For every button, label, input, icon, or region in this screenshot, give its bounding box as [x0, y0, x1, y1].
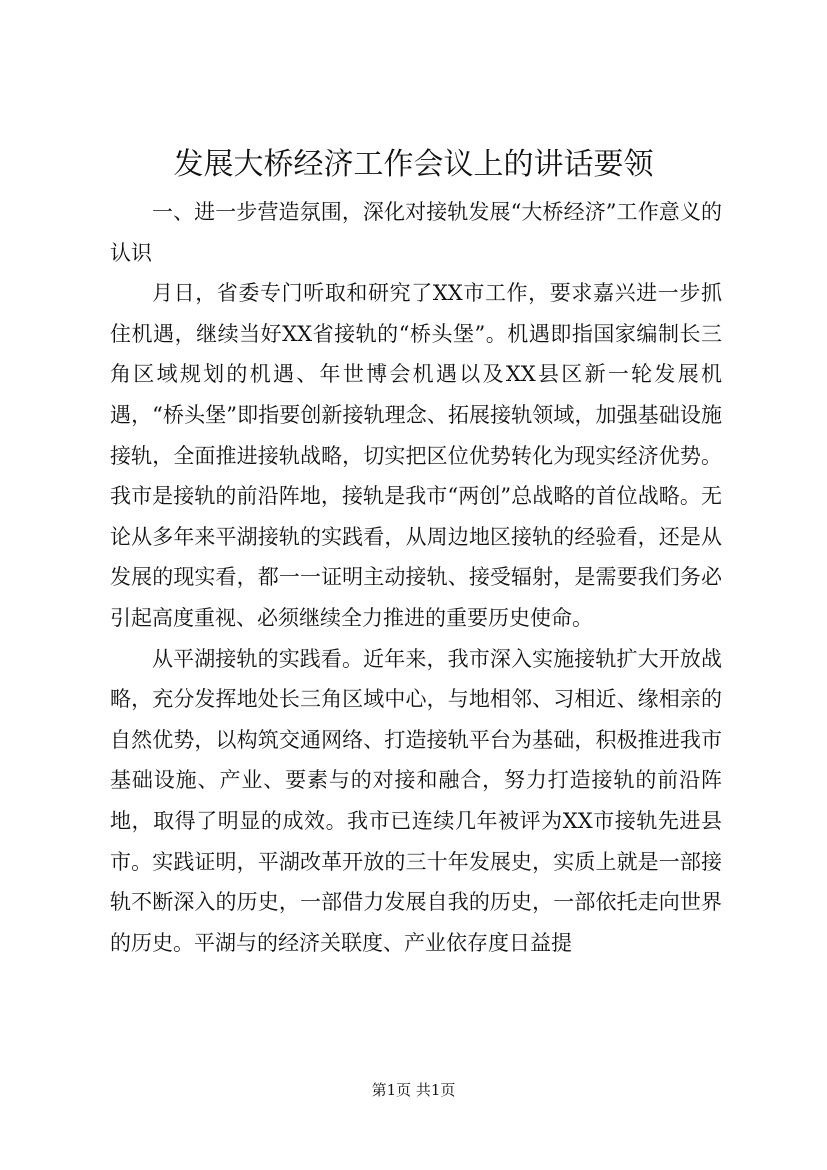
- body-paragraph: 从平湖接轨的实践看。近年来，我市深入实施接轨扩大开放战略，充分发挥地处长三角区域中心，与地相邻、习相近、缘相亲的自然优势，以构筑交通网络、打造接轨平台为基础，积极推进我市基础设施、产业、要素与的对接和融合，努力打造接轨的前沿阵地，取得了明显的成效。我市已连续几年被评为XX市接轨先进县市。实践证明，平湖改革开放的三十年发展史，实质上就是一部接轨不断深入的历史，一部借力发展自我的历史，一部依托走向世界的历史。平湖与的经济关联度、产业依存度日益提: [110, 646, 722, 955]
- section-heading: 一、进一步营造氛围，深化对接轨发展“大桥经济”工作意义的认识: [110, 200, 722, 265]
- document-body: [110, 192, 722, 963]
- document-title: 发展大桥经济工作会议上的讲话要领: [173, 147, 654, 182]
- body-paragraph: 月日，省委专门听取和研究了XX市工作，要求嘉兴进一步抓住机遇，继续当好XX省接轨的“桥头堡”。机遇即指国家编制长三角区域规划的机遇、年世博会机遇以及XX县区新一轮发展机遇，“桥头堡”即指要创新接轨理念、拓展接轨领域，加强基础设施接轨，全面推进接轨战略，切实把区位优势转化为现实经济优势。我市是接轨的前沿阵地，接轨是我市“两创”总战略的首位战略。无论从多年来平湖接轨的实践看，从周边地区接轨的经验看，还是从发展的现实看，都一一证明主动接轨、接受辐射，是需要我们务必引起高度重视、必须继续全力推进的重要历史使命。: [110, 281, 722, 630]
- page-footer: 第1页 共1页: [371, 1081, 456, 1099]
